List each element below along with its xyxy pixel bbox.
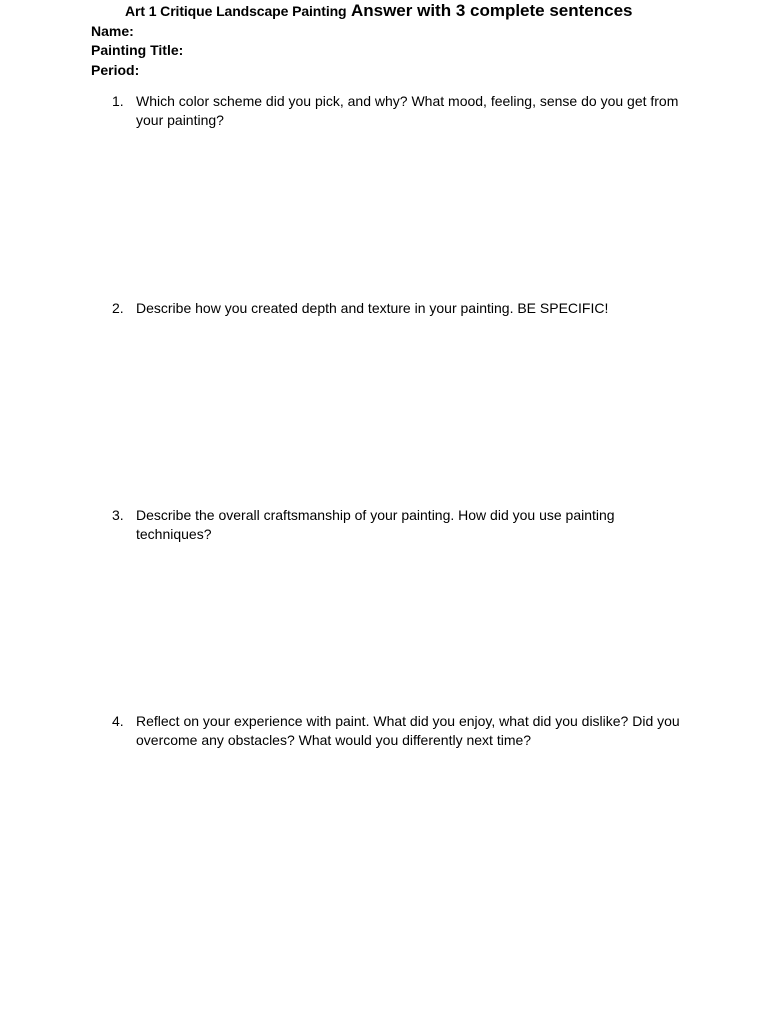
question-number: 1. [112,93,124,109]
worksheet-title [125,1,633,22]
question-number: 3. [112,507,124,523]
question-text: Describe how you created depth and texture in your painting. BE SPECIFIC! [136,300,609,316]
period-label: Period: [91,62,140,78]
question-number: 2. [112,300,124,316]
question-3 [112,506,692,544]
question-text: Reflect on your experience with paint. What did you enjoy, what did you dislike? Did you overcome any obstacles? What would you differently next time? [136,713,680,748]
painting-title-label: Painting Title: [91,42,184,58]
question-text: Which color scheme did you pick, and why? What mood, feeling, sense do you get from your painting? [136,93,679,128]
question-text: Describe the overall craftsmanship of your painting. How did you use painting techniques? [136,507,615,542]
question-2 [112,299,692,318]
title-main: Art 1 Critique Landscape Painting [125,3,347,19]
question-number: 4. [112,713,124,729]
question-4 [112,712,692,750]
name-label: Name: [91,23,134,39]
question-1 [112,92,692,130]
title-instruction: Answer with 3 complete sentences [350,1,633,20]
